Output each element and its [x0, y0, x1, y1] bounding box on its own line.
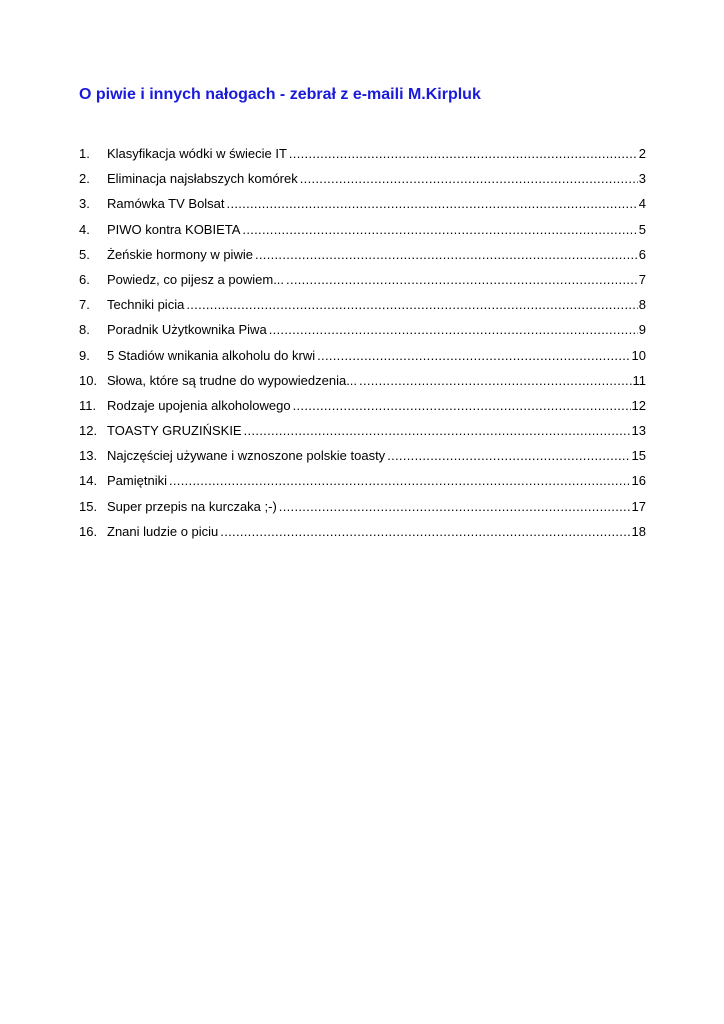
toc-entry-number: 7.: [79, 297, 90, 313]
toc-entry[interactable]: [79, 422, 646, 447]
toc-entry-page: 11: [632, 372, 646, 388]
toc-entry-number: 5.: [79, 246, 90, 262]
toc-dot-leader: [255, 246, 638, 264]
table-of-contents: [79, 145, 646, 548]
toc-entry[interactable]: [79, 447, 646, 472]
toc-entry[interactable]: [79, 397, 646, 422]
toc-dot-leader: [279, 498, 631, 516]
toc-entry-page: 13: [631, 423, 646, 439]
toc-entry-title: PIWO kontra KOBIETA: [107, 221, 241, 237]
toc-dot-leader: [169, 472, 631, 490]
toc-entry-title: Znani ludzie o piciu: [107, 523, 219, 539]
toc-entry-title: Poradnik Użytkownika Piwa: [107, 322, 267, 338]
toc-entry[interactable]: [79, 347, 646, 372]
toc-dot-leader: [244, 422, 631, 440]
toc-dot-leader: [220, 523, 630, 541]
toc-entry-title: Najczęściej używane i wznoszone polskie toasty: [107, 448, 386, 464]
toc-entry-page: 8: [638, 297, 646, 313]
toc-entry-page: 3: [638, 171, 646, 187]
toc-entry[interactable]: [79, 321, 646, 346]
toc-entry-page: 17: [631, 498, 646, 514]
toc-entry-page: 6: [638, 246, 646, 262]
toc-entry-number: 8.: [79, 322, 90, 338]
toc-entry-number: 15.: [79, 498, 98, 514]
toc-entry[interactable]: [79, 472, 646, 497]
toc-entry-number: 16.: [79, 523, 98, 539]
toc-entry-title: Powiedz, co pijesz a powiem...: [107, 271, 285, 287]
toc-entry-title: Rodzaje upojenia alkoholowego: [107, 397, 291, 413]
page-title: O piwie i innych nałogach - zebrał z e-maili M.Kirpluk: [79, 86, 481, 103]
toc-entry-number: 11.: [79, 397, 97, 413]
toc-entry-page: 15: [631, 448, 646, 464]
toc-entry-number: 3.: [79, 196, 90, 212]
toc-entry-number: 2.: [79, 171, 90, 187]
toc-dot-leader: [300, 170, 638, 188]
toc-dot-leader: [317, 347, 630, 365]
toc-entry[interactable]: [79, 296, 646, 321]
toc-entry[interactable]: [79, 170, 646, 195]
toc-entry-title: Słowa, które są trudne do wypowiedzenia...: [107, 372, 358, 388]
toc-entry-title: Żeńskie hormony w piwie: [107, 246, 253, 262]
toc-dot-leader: [269, 321, 638, 339]
toc-entry[interactable]: [79, 498, 646, 523]
toc-entry[interactable]: [79, 523, 646, 548]
toc-entry-number: 12.: [79, 423, 98, 439]
toc-entry-number: 6.: [79, 271, 90, 287]
toc-entry[interactable]: [79, 145, 646, 170]
toc-entry-page: 4: [638, 196, 646, 212]
toc-entry[interactable]: [79, 372, 646, 397]
toc-entry-title: Pamiętniki: [107, 473, 167, 489]
toc-entry-title: Klasyfikacja wódki w świecie IT: [107, 146, 287, 161]
toc-entry-page: 12: [631, 397, 646, 413]
toc-entry-number: 1.: [79, 146, 90, 161]
toc-entry[interactable]: [79, 246, 646, 271]
toc-entry-title: 5 Stadiów wnikania alkoholu do krwi: [107, 347, 316, 363]
toc-entry-page: 16: [631, 473, 646, 489]
toc-dot-leader: [186, 296, 637, 314]
toc-entry-page: 9: [638, 322, 646, 338]
toc-entry-page: 2: [638, 146, 646, 161]
toc-entry-title: Techniki picia: [107, 297, 185, 313]
toc-dot-leader: [293, 397, 631, 415]
toc-dot-leader: [289, 145, 638, 163]
toc-entry-page: 10: [631, 347, 646, 363]
toc-entry-page: 7: [638, 271, 646, 287]
toc-entry[interactable]: [79, 195, 646, 220]
toc-entry[interactable]: [79, 271, 646, 296]
toc-entry-title: Super przepis na kurczaka ;-): [107, 498, 277, 514]
toc-dot-leader: [359, 372, 631, 390]
toc-entry-title: Eliminacja najsłabszych komórek: [107, 171, 298, 187]
toc-dot-leader: [227, 195, 638, 213]
toc-entry-number: 13.: [79, 448, 98, 464]
toc-dot-leader: [387, 447, 630, 465]
toc-entry-page: 18: [631, 523, 646, 539]
toc-entry[interactable]: [79, 221, 646, 246]
toc-entry-number: 9.: [79, 347, 90, 363]
toc-entry-title: TOASTY GRUZIŃSKIE: [107, 423, 242, 439]
toc-entry-number: 10.: [79, 372, 98, 388]
toc-entry-number: 4.: [79, 221, 90, 237]
toc-entry-number: 14.: [79, 473, 98, 489]
toc-dot-leader: [242, 221, 637, 239]
toc-entry-title: Ramówka TV Bolsat: [107, 196, 225, 212]
toc-dot-leader: [286, 271, 638, 289]
toc-entry-page: 5: [638, 221, 646, 237]
